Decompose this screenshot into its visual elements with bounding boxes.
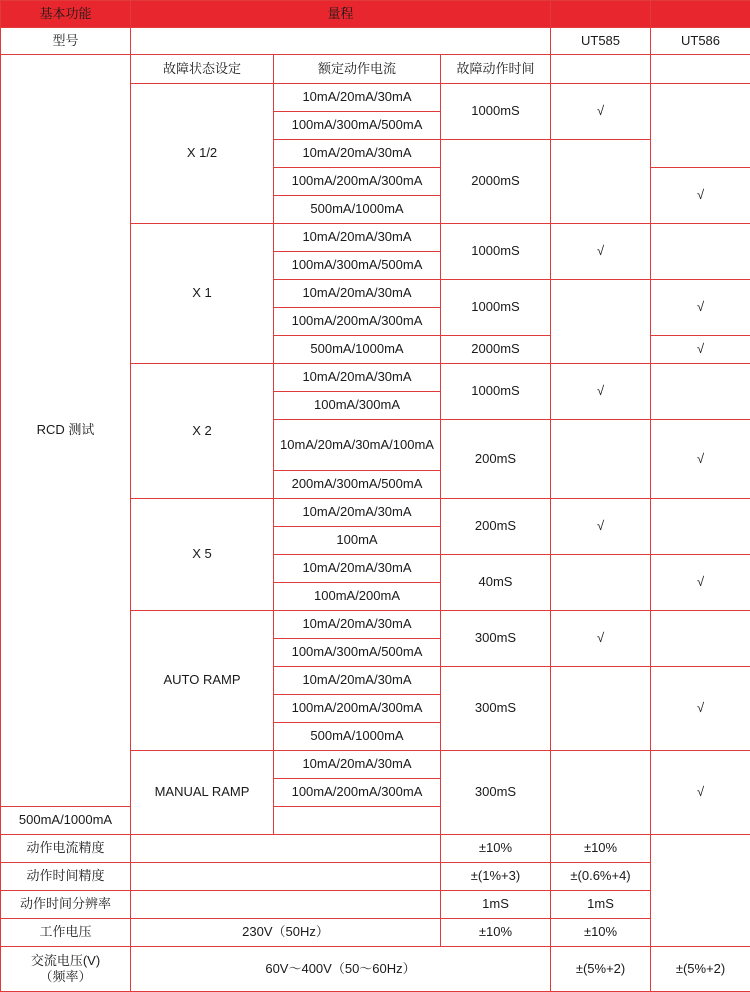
ut586-check bbox=[651, 224, 750, 280]
ut586-check: √ bbox=[651, 420, 750, 499]
ut585-check bbox=[551, 280, 651, 364]
current-cell: 100mA bbox=[274, 527, 441, 555]
current-cell: 100mA/300mA bbox=[274, 392, 441, 420]
ut586-check: √ bbox=[651, 280, 750, 336]
ac-voltage-label-line1: 交流电压(V) bbox=[31, 953, 100, 968]
ac-voltage-label bbox=[1, 947, 131, 992]
time-cell: 300mS bbox=[441, 751, 551, 835]
group-label-x1: X 1 bbox=[131, 224, 274, 364]
group-label-x2: X 2 bbox=[131, 364, 274, 499]
header-model-ut585: UT585 bbox=[551, 28, 651, 55]
time-cell: 300mS bbox=[441, 611, 551, 667]
header-basic-function: 基本功能 bbox=[1, 1, 131, 28]
group-label-x-half: X 1/2 bbox=[131, 84, 274, 224]
ut585-value: ±(1%+3) bbox=[441, 863, 551, 891]
time-cell: 40mS bbox=[441, 555, 551, 611]
ut585-value: ±(5%+2) bbox=[551, 947, 651, 992]
ac-voltage-value: 60V～400V（50～60Hz） bbox=[131, 947, 551, 992]
current-cell: 10mA/20mA/30mA bbox=[274, 751, 441, 779]
accuracy-value bbox=[131, 835, 441, 863]
ut586-check: √ bbox=[651, 168, 750, 224]
current-cell: 100mA/200mA/300mA bbox=[274, 779, 441, 807]
current-cell: 100mA/200mA/300mA bbox=[274, 168, 441, 196]
current-cell: 10mA/20mA/30mA bbox=[274, 611, 441, 639]
ut586-check bbox=[651, 611, 750, 667]
ut586-check bbox=[651, 84, 750, 168]
accuracy-value bbox=[131, 863, 441, 891]
current-cell: 10mA/20mA/30mA bbox=[274, 140, 441, 168]
section-label-rcd: RCD 测试 bbox=[1, 55, 131, 807]
group-label-auto-ramp: AUTO RAMP bbox=[131, 611, 274, 751]
accuracy-label: 动作电流精度 bbox=[1, 835, 131, 863]
current-cell: 100mA/300mA/500mA bbox=[274, 112, 441, 140]
header-blank-ut585 bbox=[551, 1, 651, 28]
ut586-check: √ bbox=[651, 667, 750, 751]
header-range: 量程 bbox=[131, 1, 551, 28]
time-cell: 2000mS bbox=[441, 336, 551, 364]
ut586-check: √ bbox=[651, 336, 750, 364]
current-cell: 10mA/20mA/30mA bbox=[274, 667, 441, 695]
header-model-label: 型号 bbox=[1, 28, 131, 55]
group-label-x5: X 5 bbox=[131, 499, 274, 611]
table-row bbox=[1, 835, 750, 863]
current-cell: 100mA/300mA/500mA bbox=[274, 252, 441, 280]
current-cell: 500mA/1000mA bbox=[274, 723, 441, 751]
ut586-check bbox=[651, 364, 750, 420]
time-cell: 300mS bbox=[441, 667, 551, 751]
accuracy-label: 工作电压 bbox=[1, 919, 131, 947]
time-cell: 200mS bbox=[441, 420, 551, 499]
subheader-fault-time: 故障动作时间 bbox=[441, 55, 551, 84]
time-cell: 1000mS bbox=[441, 280, 551, 336]
accuracy-label: 动作时间分辨率 bbox=[1, 891, 131, 919]
ut586-check: √ bbox=[651, 751, 750, 835]
accuracy-label: 动作时间精度 bbox=[1, 863, 131, 891]
time-cell: 1000mS bbox=[441, 364, 551, 420]
ut585-check bbox=[551, 667, 651, 751]
time-cell: 2000mS bbox=[441, 140, 551, 224]
ut585-value: ±10% bbox=[441, 919, 551, 947]
current-cell: 100mA/200mA bbox=[274, 583, 441, 611]
ut585-check: √ bbox=[551, 499, 651, 555]
ut586-value: ±(5%+2) bbox=[651, 947, 750, 992]
current-cell: 500mA/1000mA bbox=[274, 196, 441, 224]
ut585-value: ±10% bbox=[441, 835, 551, 863]
current-cell: 10mA/20mA/30mA/100mA bbox=[274, 420, 441, 471]
current-cell: 100mA/300mA/500mA bbox=[274, 639, 441, 667]
table-header-row bbox=[1, 1, 750, 28]
group-label-manual-ramp: MANUAL RAMP bbox=[131, 751, 274, 835]
current-cell: 10mA/20mA/30mA bbox=[274, 364, 441, 392]
subheader-rated-current: 额定动作电流 bbox=[274, 55, 441, 84]
ut585-check: √ bbox=[551, 364, 651, 420]
ut585-check: √ bbox=[551, 224, 651, 280]
subheader-fault-state: 故障状态设定 bbox=[131, 55, 274, 84]
subheader-ut586-blank bbox=[651, 55, 750, 84]
table-row-ac-voltage bbox=[1, 947, 750, 992]
ut585-check bbox=[551, 420, 651, 499]
time-cell: 200mS bbox=[441, 499, 551, 555]
header-blank-ut586 bbox=[651, 1, 750, 28]
time-cell: 1000mS bbox=[441, 84, 551, 140]
time-cell: 1000mS bbox=[441, 224, 551, 280]
table-row bbox=[1, 891, 750, 919]
table-row bbox=[1, 919, 750, 947]
accuracy-value: 230V（50Hz） bbox=[131, 919, 441, 947]
ut586-value: ±10% bbox=[551, 835, 651, 863]
table-row bbox=[1, 863, 750, 891]
header-model-ut586: UT586 bbox=[651, 28, 750, 55]
ut586-value: ±10% bbox=[551, 919, 651, 947]
current-cell: 10mA/20mA/30mA bbox=[274, 499, 441, 527]
table-model-row bbox=[1, 28, 750, 55]
current-cell: 10mA/20mA/30mA bbox=[274, 555, 441, 583]
current-cell: 10mA/20mA/30mA bbox=[274, 280, 441, 308]
table-subheader-row bbox=[1, 55, 750, 84]
ut585-check bbox=[551, 751, 651, 835]
ut585-check bbox=[551, 140, 651, 224]
ut585-check: √ bbox=[551, 611, 651, 667]
ut586-value: ±(0.6%+4) bbox=[551, 863, 651, 891]
subheader-ut585-blank bbox=[551, 55, 651, 84]
current-cell: 200mA/300mA/500mA bbox=[274, 471, 441, 499]
current-cell: 500mA/1000mA bbox=[1, 807, 131, 835]
current-cell: 10mA/20mA/30mA bbox=[274, 224, 441, 252]
accuracy-value bbox=[131, 891, 441, 919]
current-cell: 100mA/200mA/300mA bbox=[274, 695, 441, 723]
header-model-spacer bbox=[131, 28, 551, 55]
current-cell: 100mA/200mA/300mA bbox=[274, 308, 441, 336]
current-cell: 10mA/20mA/30mA bbox=[274, 84, 441, 112]
ut586-check bbox=[651, 499, 750, 555]
ut586-check: √ bbox=[651, 555, 750, 611]
ut585-value: 1mS bbox=[441, 891, 551, 919]
ac-voltage-label-line2: （频率） bbox=[39, 969, 91, 984]
ut585-check: √ bbox=[551, 84, 651, 140]
ut586-value: 1mS bbox=[551, 891, 651, 919]
ut585-check bbox=[551, 555, 651, 611]
current-cell: 500mA/1000mA bbox=[274, 336, 441, 364]
